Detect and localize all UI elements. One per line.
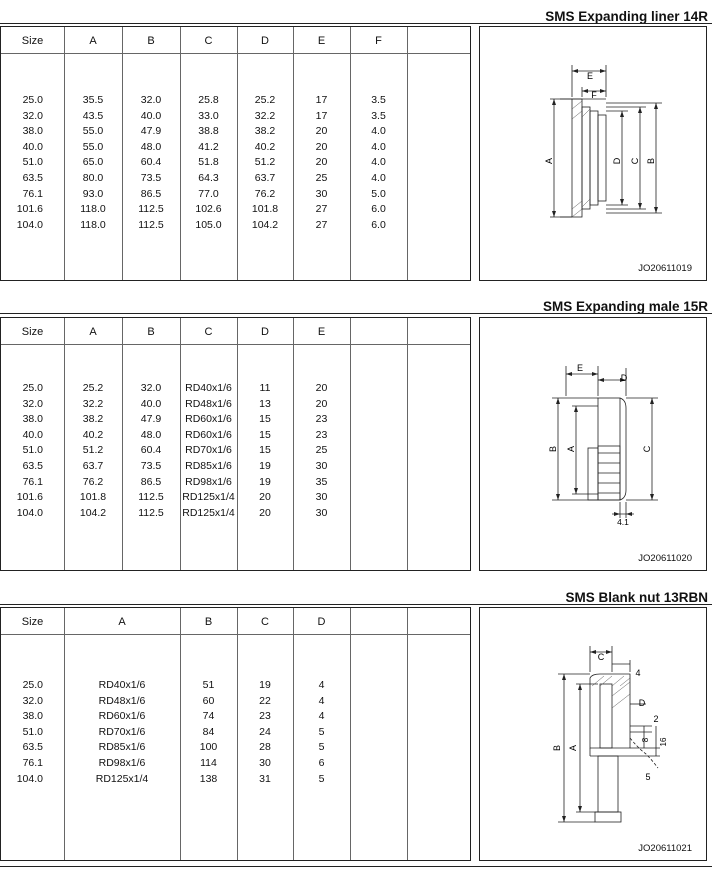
table-cell: RD70x1/6 xyxy=(98,725,146,738)
table-cell: RD60x1/6 xyxy=(185,413,232,426)
table-cell: 30 xyxy=(259,757,271,769)
column-header-d: D xyxy=(317,616,326,628)
table-cell: 63.7 xyxy=(254,172,276,184)
table-cell: 101.6 xyxy=(16,203,43,216)
table-cell: 118.0 xyxy=(80,203,106,216)
liner-drawing-icon xyxy=(480,27,708,282)
table-cell: 22 xyxy=(259,694,271,707)
column-header-f: F xyxy=(375,35,382,47)
svg-text:B: B xyxy=(646,157,656,165)
table-cell: 15 xyxy=(259,444,271,457)
table-cell: 4.0 xyxy=(371,156,386,169)
table-cell: 38.0 xyxy=(22,413,43,426)
table-cell: 55.0 xyxy=(82,140,104,153)
table-cell: 25.2 xyxy=(82,382,104,394)
table-cell: RD60x1/6 xyxy=(185,428,232,441)
table-cell: 63.5 xyxy=(22,460,43,472)
svg-text:E: E xyxy=(586,71,594,81)
table-cell: RD98x1/6 xyxy=(185,475,232,488)
table-cell: RD125x1/4 xyxy=(182,491,235,504)
column-header-c: C xyxy=(204,326,213,338)
drawing-blank-nut xyxy=(479,607,707,861)
table-cell: 48.0 xyxy=(140,140,162,153)
section-title-expanding-liner: SMS Expanding liner 14R xyxy=(545,9,708,24)
column-header-size: Size xyxy=(21,326,44,338)
table-cell: 51.0 xyxy=(22,444,43,457)
svg-text:5: 5 xyxy=(645,772,651,782)
table-cell: 73.5 xyxy=(140,172,162,184)
table-cell: 60.4 xyxy=(140,156,162,169)
table-cell: 25.0 xyxy=(22,94,43,106)
table-cell: 118.0 xyxy=(80,218,106,231)
drawing-code: JO20611019 xyxy=(638,263,692,274)
table-cell: 38.2 xyxy=(82,413,104,426)
table-cell: 15 xyxy=(259,428,271,441)
column-divider xyxy=(293,27,294,280)
table-cell: RD85x1/6 xyxy=(98,741,146,754)
table-cell: 20 xyxy=(315,125,328,138)
table-cell: 41.2 xyxy=(198,140,219,153)
table-cell: 76.1 xyxy=(22,187,43,200)
table-cell: 32.2 xyxy=(82,397,104,410)
table-cell: 33.0 xyxy=(198,109,219,122)
table-cell: 19 xyxy=(259,679,271,691)
table-cell: 38.0 xyxy=(22,710,43,723)
table-cell: 138 xyxy=(199,772,218,785)
table-cell: RD85x1/6 xyxy=(185,460,232,472)
table-cell: 25.0 xyxy=(22,382,43,394)
table-cell: 20 xyxy=(315,140,328,153)
table-cell: 25.0 xyxy=(22,679,43,691)
table-cell: 43.5 xyxy=(82,109,104,122)
table-cell: 47.9 xyxy=(140,125,162,138)
table-cell: 63.5 xyxy=(22,172,43,184)
table-cell: 51.2 xyxy=(254,156,276,169)
table-cell: 32.0 xyxy=(22,694,43,707)
table-cell: 76.2 xyxy=(82,475,104,488)
table-cell: RD40x1/6 xyxy=(98,679,146,691)
table-cell: 101.8 xyxy=(79,491,107,504)
svg-text:4: 4 xyxy=(635,668,641,678)
svg-text:C: C xyxy=(597,652,605,662)
bottom-rule xyxy=(0,866,712,867)
svg-text:D: D xyxy=(612,157,622,165)
section-divider xyxy=(0,313,712,314)
spec-table-blank-nut xyxy=(0,607,471,861)
column-header-size: Size xyxy=(21,616,44,628)
table-cell: 38.0 xyxy=(22,125,43,138)
header-divider xyxy=(1,53,470,54)
column-divider xyxy=(350,608,351,860)
table-cell: 100 xyxy=(199,741,218,754)
table-cell: 4 xyxy=(318,710,325,723)
section-title-expanding-male: SMS Expanding male 15R xyxy=(542,299,708,314)
table-cell: 55.0 xyxy=(82,125,104,138)
table-cell: 5.0 xyxy=(371,187,386,200)
column-divider xyxy=(180,27,181,280)
table-cell: RD60x1/6 xyxy=(98,710,146,723)
table-cell: 11 xyxy=(259,382,271,394)
table-cell: 4.0 xyxy=(371,172,386,184)
table-cell: 4.0 xyxy=(371,140,386,153)
table-cell: 63.5 xyxy=(22,741,43,754)
spec-table-expanding-liner xyxy=(0,26,471,281)
table-cell: 38.8 xyxy=(198,125,219,138)
table-cell: 73.5 xyxy=(140,460,162,472)
table-cell: 77.0 xyxy=(198,187,219,200)
column-header-e: E xyxy=(317,35,326,47)
table-cell: 25.8 xyxy=(198,94,219,106)
table-cell: RD125x1/4 xyxy=(95,772,149,785)
spec-table-expanding-male xyxy=(0,317,471,571)
table-cell: 4.0 xyxy=(371,125,386,138)
svg-text:4.1: 4.1 xyxy=(617,517,629,527)
header-divider xyxy=(1,344,470,345)
table-cell: 105.0 xyxy=(195,218,222,231)
column-header-b: B xyxy=(147,326,155,338)
table-cell: 30 xyxy=(315,506,328,519)
male-drawing-icon xyxy=(480,318,708,572)
table-cell: 17 xyxy=(315,109,328,122)
table-cell: 35 xyxy=(315,475,328,488)
table-cell: 104.0 xyxy=(16,506,43,519)
section-title-blank-nut: SMS Blank nut 13RBN xyxy=(565,590,708,605)
table-cell: 23 xyxy=(315,428,328,441)
svg-text:A: A xyxy=(544,157,554,165)
table-cell: RD48x1/6 xyxy=(98,694,146,707)
table-cell: 51.0 xyxy=(22,156,43,169)
table-cell: 112.5 xyxy=(138,491,164,504)
svg-text:16: 16 xyxy=(659,737,668,747)
table-cell: 32.2 xyxy=(254,109,276,122)
column-header-a: A xyxy=(89,35,97,47)
table-cell: 6 xyxy=(318,757,325,769)
table-cell: 93.0 xyxy=(82,187,104,200)
table-cell: 48.0 xyxy=(140,428,162,441)
table-cell: 112.5 xyxy=(138,506,164,519)
svg-text:B: B xyxy=(548,445,558,453)
table-cell: 86.5 xyxy=(140,475,162,488)
table-cell: 28 xyxy=(259,741,271,754)
svg-text:A: A xyxy=(568,744,578,752)
table-cell: 20 xyxy=(259,491,271,504)
svg-text:C: C xyxy=(642,445,652,453)
table-cell: 40.0 xyxy=(140,397,162,410)
table-cell: 86.5 xyxy=(140,187,162,200)
table-cell: RD48x1/6 xyxy=(185,397,232,410)
svg-text:F: F xyxy=(591,90,597,100)
svg-text:E: E xyxy=(576,363,584,373)
table-cell: 80.0 xyxy=(82,172,104,184)
column-header-b: B xyxy=(147,35,155,47)
table-cell: 40.0 xyxy=(22,140,43,153)
header-divider xyxy=(1,634,470,635)
svg-text:B: B xyxy=(552,744,562,752)
column-header-size: Size xyxy=(21,35,44,47)
table-cell: 19 xyxy=(259,460,271,472)
table-cell: 104.0 xyxy=(16,772,43,785)
table-cell: RD40x1/6 xyxy=(185,382,232,394)
table-cell: 40.2 xyxy=(82,428,104,441)
table-cell: 40.0 xyxy=(22,428,43,441)
table-cell: 104.2 xyxy=(251,218,279,231)
table-cell: 60 xyxy=(202,694,215,707)
table-cell: 20 xyxy=(315,382,328,394)
table-cell: 60.4 xyxy=(140,444,162,457)
column-header-b: B xyxy=(204,616,213,628)
table-cell: 47.9 xyxy=(140,413,162,426)
drawing-code: JO20611021 xyxy=(638,843,692,854)
svg-text:8: 8 xyxy=(641,737,650,743)
table-cell: 32.0 xyxy=(140,382,162,394)
table-cell: 30 xyxy=(315,460,328,472)
table-cell: 13 xyxy=(259,397,271,410)
table-cell: 64.3 xyxy=(198,172,219,184)
drawing-code: JO20611020 xyxy=(638,553,692,564)
column-divider xyxy=(407,27,408,280)
table-cell: 5 xyxy=(318,741,325,754)
table-cell: RD70x1/6 xyxy=(185,444,232,457)
table-cell: 5 xyxy=(318,772,325,785)
svg-text:2: 2 xyxy=(653,714,659,724)
table-cell: 3.5 xyxy=(371,94,386,106)
table-cell: 23 xyxy=(259,710,271,723)
table-cell: 6.0 xyxy=(371,218,386,231)
section-divider xyxy=(0,604,712,605)
column-header-d: D xyxy=(261,326,269,338)
table-cell: RD98x1/6 xyxy=(98,757,146,769)
column-header-a: A xyxy=(89,326,97,338)
table-cell: 101.8 xyxy=(251,203,279,216)
table-cell: 24 xyxy=(259,725,271,738)
table-cell: 74 xyxy=(202,710,215,723)
table-cell: 104.2 xyxy=(79,506,107,519)
table-cell: 104.0 xyxy=(16,218,43,231)
table-cell: 4 xyxy=(318,694,325,707)
table-cell: 40.0 xyxy=(140,109,162,122)
table-cell: 20 xyxy=(315,156,328,169)
table-cell: 63.7 xyxy=(82,460,104,472)
column-header-c: C xyxy=(261,616,269,628)
table-cell: 112.5 xyxy=(138,218,164,231)
drawing-expanding-male xyxy=(479,317,707,571)
table-cell: 25 xyxy=(315,172,328,184)
nut-drawing-icon xyxy=(480,608,708,862)
table-cell: 114 xyxy=(200,757,217,769)
column-header-e: E xyxy=(317,326,326,338)
table-cell: 20 xyxy=(259,506,271,519)
table-cell: 25.2 xyxy=(254,94,276,106)
table-cell: 27 xyxy=(315,218,328,231)
svg-text:C: C xyxy=(630,157,640,165)
table-cell: 30 xyxy=(315,491,328,504)
table-cell: 31 xyxy=(259,772,271,785)
table-cell: 38.2 xyxy=(254,125,276,138)
section-divider xyxy=(0,23,712,24)
table-cell: 101.6 xyxy=(16,491,43,504)
table-cell: 32.0 xyxy=(22,397,43,410)
table-cell: 17 xyxy=(315,94,328,106)
table-cell: 76.1 xyxy=(22,757,43,769)
svg-text:D: D xyxy=(620,373,628,383)
column-divider xyxy=(407,608,408,860)
table-cell: 4 xyxy=(318,679,325,691)
table-cell: 76.2 xyxy=(254,187,276,200)
drawing-expanding-liner xyxy=(479,26,707,281)
table-cell: 76.1 xyxy=(22,475,43,488)
table-cell: 23 xyxy=(315,413,328,426)
table-cell: 19 xyxy=(259,475,271,488)
table-cell: 102.6 xyxy=(195,203,222,216)
column-header-a: A xyxy=(118,616,126,628)
table-cell: 65.0 xyxy=(82,156,104,169)
svg-text:A: A xyxy=(566,445,576,453)
table-cell: 32.0 xyxy=(22,109,43,122)
column-divider xyxy=(350,27,351,280)
table-cell: 3.5 xyxy=(371,109,386,122)
table-cell: 35.5 xyxy=(82,94,104,106)
table-cell: 20 xyxy=(315,397,328,410)
table-cell: RD125x1/4 xyxy=(182,506,235,519)
table-cell: 15 xyxy=(259,413,271,426)
table-cell: 40.2 xyxy=(254,140,276,153)
column-header-d: D xyxy=(261,35,269,47)
table-cell: 51.2 xyxy=(82,444,104,457)
column-divider xyxy=(64,27,65,280)
column-divider xyxy=(350,318,351,570)
table-cell: 112.5 xyxy=(138,203,164,216)
column-divider xyxy=(122,27,123,280)
table-cell: 5 xyxy=(318,725,325,738)
table-cell: 51.0 xyxy=(22,725,43,738)
table-cell: 84 xyxy=(202,725,215,738)
table-cell: 25 xyxy=(315,444,328,457)
table-cell: 27 xyxy=(315,203,328,216)
table-cell: 6.0 xyxy=(371,203,386,216)
table-cell: 30 xyxy=(315,187,328,200)
column-header-c: C xyxy=(204,35,213,47)
table-cell: 32.0 xyxy=(140,94,162,106)
column-divider xyxy=(407,318,408,570)
column-divider xyxy=(237,27,238,280)
table-cell: 51.8 xyxy=(198,156,219,169)
table-cell: 51 xyxy=(202,679,215,691)
svg-text:D: D xyxy=(638,698,646,708)
